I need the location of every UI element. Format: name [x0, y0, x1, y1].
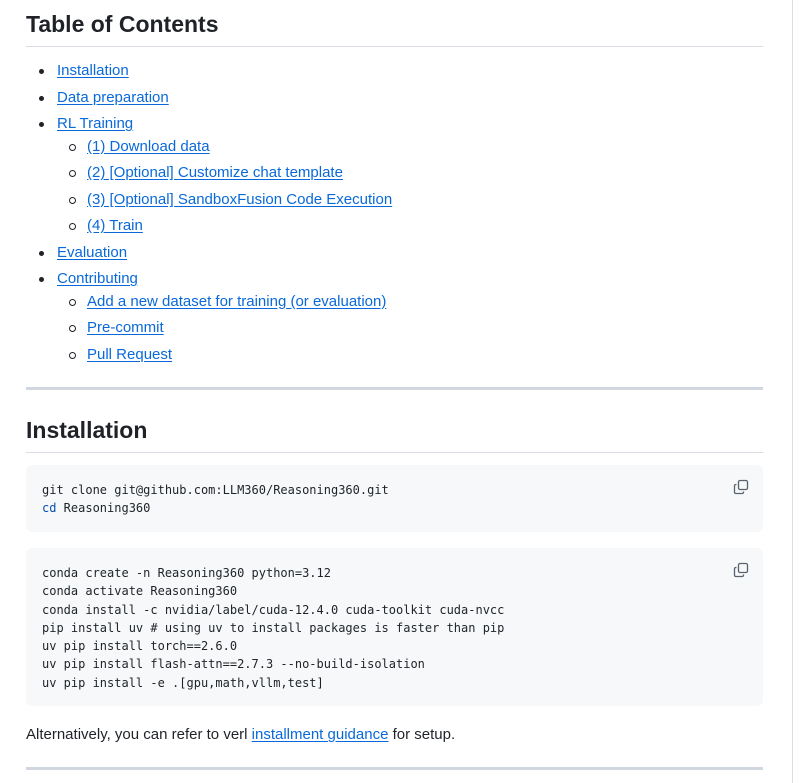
code-content[interactable]: [26, 465, 763, 518]
code-keyword: cd: [42, 501, 57, 516]
toc-subitem: [57, 187, 763, 214]
toc-subitem: [57, 315, 763, 342]
toc-link[interactable]: Data preparation: [57, 88, 169, 106]
installation-heading: Installation: [26, 416, 763, 453]
toc-link[interactable]: Evaluation: [57, 243, 128, 261]
toc-sublist: [57, 289, 763, 369]
note-text: for setup.: [388, 726, 456, 743]
circle-bullet-icon: [69, 352, 76, 359]
copy-icon: [733, 479, 749, 495]
bullet-icon: [39, 96, 44, 101]
bullet-icon: [39, 251, 44, 256]
copy-button[interactable]: [733, 562, 749, 578]
circle-bullet-icon: [69, 197, 76, 204]
code-content[interactable]: [26, 548, 763, 692]
section-divider: [26, 767, 763, 770]
toc-sublink[interactable]: (3) [Optional] SandboxFusion Code Execution: [87, 190, 393, 208]
code-block-clone: [26, 465, 763, 532]
toc-link[interactable]: Contributing: [57, 270, 138, 287]
toc-sublink[interactable]: (4) Train: [87, 217, 143, 234]
circle-bullet-icon: [69, 299, 76, 306]
toc-list: [26, 58, 763, 368]
toc-sublink[interactable]: Pull Request: [87, 345, 173, 363]
toc-heading: Table of Contents: [26, 10, 763, 47]
toc-subitem: [57, 289, 763, 316]
circle-bullet-icon: [69, 170, 76, 177]
code-line: uv pip install flash-attn==2.7.3 --no-build-isolation: [42, 657, 425, 672]
toc-subitem: [57, 342, 763, 369]
code-line: pip install uv # using uv to install packages is faster than pip: [42, 620, 505, 635]
code-line: conda create -n Reasoning360 python=3.12: [42, 566, 331, 580]
toc-item-rl-training: [26, 111, 763, 240]
toc-link[interactable]: Installation: [57, 62, 129, 79]
section-divider: [26, 387, 763, 390]
toc-item-evaluation: [26, 240, 763, 267]
installment-guidance-link[interactable]: installment guidance: [251, 726, 389, 743]
code-line: git clone git@github.com:LLM360/Reasoning360.git: [42, 483, 389, 497]
copy-icon: [733, 562, 749, 578]
copy-button[interactable]: [733, 479, 749, 495]
code-line: conda activate Reasoning360: [42, 584, 238, 599]
table-of-contents: [26, 58, 763, 368]
bullet-icon: [39, 277, 44, 282]
bullet-icon: [39, 69, 44, 74]
toc-sublink[interactable]: (1) Download data: [87, 137, 210, 155]
toc-subitem: [57, 134, 763, 161]
code-line: uv pip install -e .[gpu,math,vllm,test]: [42, 675, 324, 690]
scrollbar-edge: [792, 0, 793, 783]
toc-item-data-preparation: [26, 85, 763, 112]
toc-subitem: [57, 160, 763, 187]
toc-sublink[interactable]: Add a new dataset for training (or evaluation): [87, 292, 387, 310]
toc-subitem: [57, 213, 763, 240]
circle-bullet-icon: [69, 144, 76, 151]
code-line: Reasoning360: [56, 501, 151, 516]
toc-item-installation: [26, 58, 763, 85]
code-block-setup: [26, 548, 763, 706]
installation-note: [26, 724, 455, 746]
bullet-icon: [39, 122, 44, 127]
circle-bullet-icon: [69, 223, 76, 230]
toc-sublink[interactable]: (2) [Optional] Customize chat template: [87, 164, 343, 181]
note-text: Alternatively, you can refer to verl: [26, 726, 252, 743]
circle-bullet-icon: [69, 325, 76, 332]
toc-link[interactable]: RL Training: [57, 115, 134, 132]
toc-sublist: [57, 134, 763, 240]
code-line: conda install -c nvidia/label/cuda-12.4.0 cuda-toolkit cuda-nvcc: [42, 602, 505, 617]
toc-sublink[interactable]: Pre-commit: [87, 319, 164, 336]
toc-item-contributing: [26, 266, 763, 368]
code-line: uv pip install torch==2.6.0: [42, 639, 238, 654]
